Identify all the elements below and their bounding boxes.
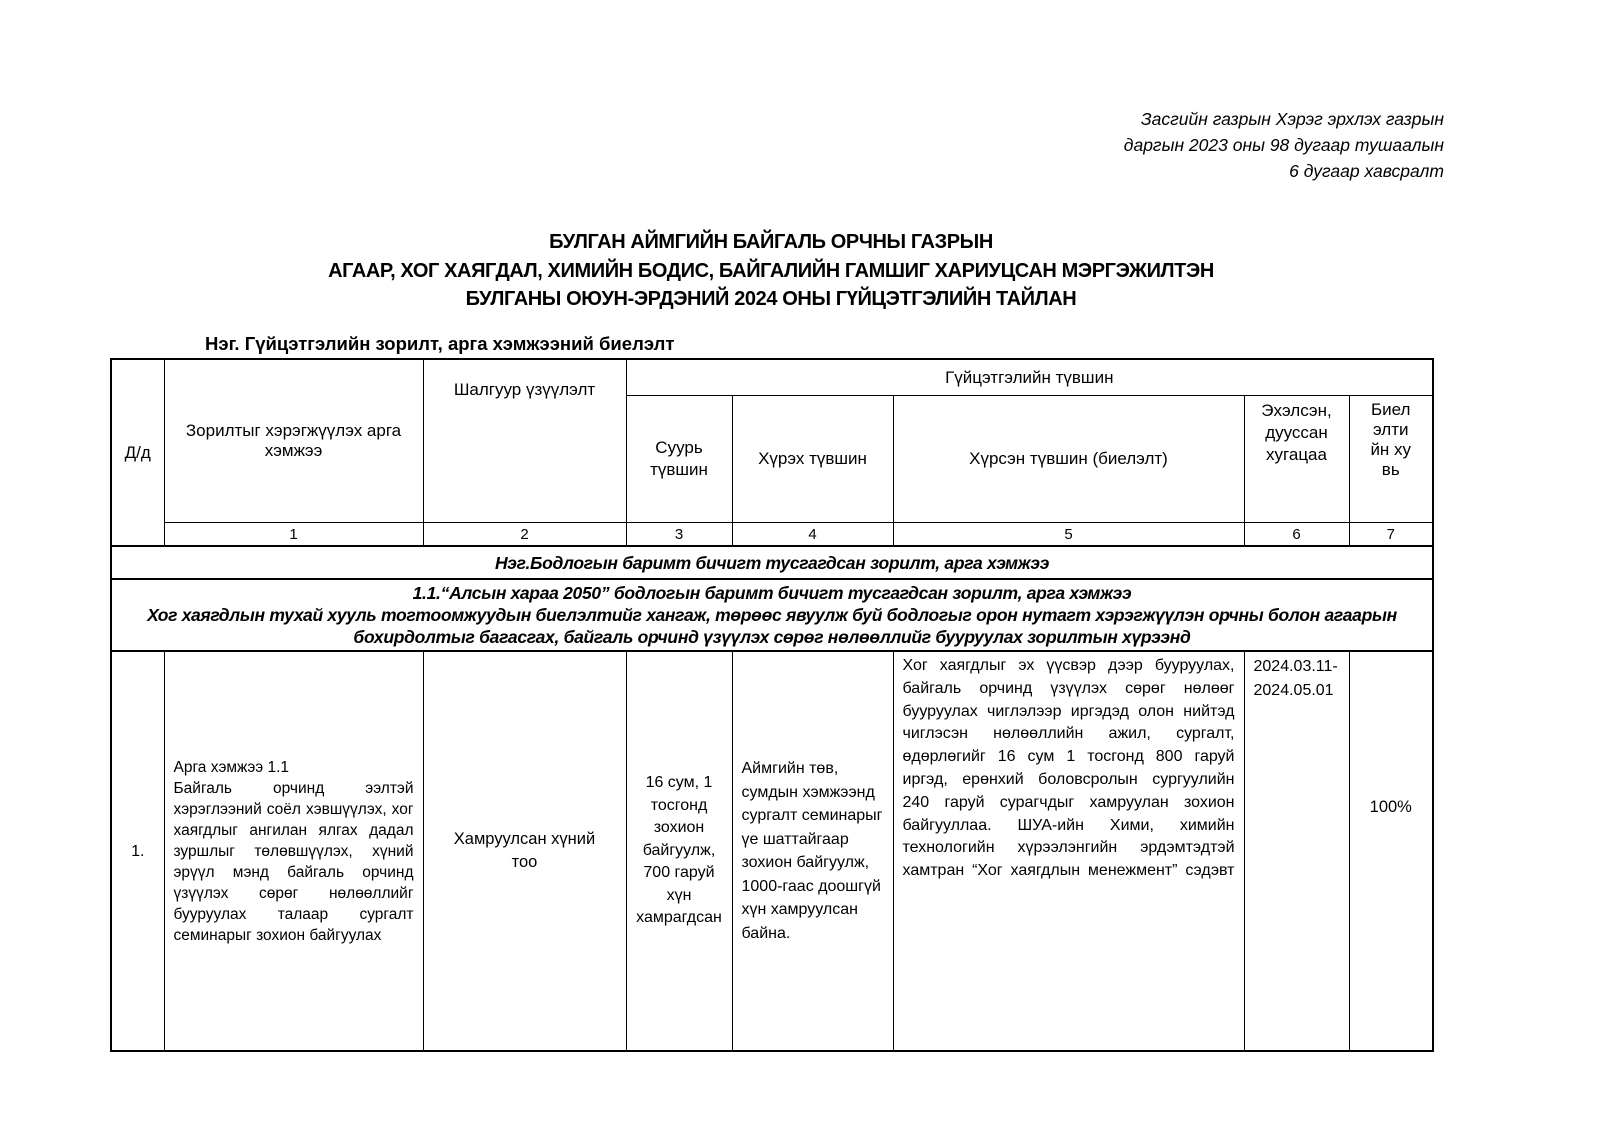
header-performance-group: Гүйцэтгэлийн түвшин [626,359,1433,396]
header-dd: Д/д [111,359,164,546]
document-title-line-3: БУЛГАНЫ ОЮУН-ЭРДЭНИЙ 2024 ОНЫ ГҮЙЦЭТГЭЛИЙН ТАЙЛАН [465,288,1077,310]
section-row-policy-text: Нэг.Бодлогын баримт бичигт тусгагдсан зорилт, арга хэмжээ [111,546,1433,579]
header-percent [1349,396,1433,523]
document-title-line-1: БУЛГАН АЙМГИЙН БАЙГАЛЬ ОРЧНЫ ГАЗРЫН [549,231,993,253]
column-number-6: 6 [1244,523,1349,547]
corner-note-line-1: Засгийн газрын Хэрэг эрхлэх газрын [1140,109,1444,129]
section-row-vision-line-2: Хог хаягдлын тухай хууль тогтоомжуудын биелэлтийг хангаж, төрөөс явуулж буй бодлогыг орон нутагт хэрэгжүүлэн орчны болон агаарын бохирдолтыг багасгах, байгаль орчинд үзүүлэх сөрөг нөлөөллийг бууруулах зорилтын хүрээнд [147,605,1397,647]
header-period: Эхэлсэн, дууссан хугацаа [1244,396,1349,523]
header-base-level: Суурь түвшин [626,396,732,523]
table-row [111,651,1433,1051]
column-number-2: 2 [423,523,626,547]
document-title-line-2: АГААР, ХОГ ХАЯГДАЛ, ХИМИЙН БОДИС, БАЙГАЛИЙН ГАМШИГ ХАРИУЦСАН МЭРГЭЖИЛТЭН [328,259,1214,282]
header-criteria: Шалгуур үзүүлэлт [423,359,626,523]
row-number-cell: 1. [111,651,164,1051]
criteria-text: Хамруулсан хүний тоо [453,830,596,871]
header-percent-label: Биелэлтийн хувь [1370,400,1412,479]
section-row-policy [111,546,1433,579]
corner-note [1124,106,1444,184]
section-row-vision-text [111,579,1433,651]
section-heading: Нэг. Гүйцэтгэлийн зорилт, арга хэмжээний биелэлт [205,333,675,354]
base-level-cell: 16 сум, 1 тосгонд зохион байгуулж, 700 гаруй хүн хамрагдсан [626,651,732,1051]
document-title [110,228,1432,314]
column-number-7: 7 [1349,523,1433,547]
measure-title: Арга хэмжээ 1.1 [173,758,290,776]
header-row-top [111,359,1433,396]
section-row-vision-line-1: 1.1.“Алсын хараа 2050” бодлогын баримт бичигт тусгагдсан зорилт, арга хэмжээ [412,583,1132,603]
corner-note-line-3: 6 дугаар хавсралт [1289,161,1444,181]
criteria-cell [423,651,626,1051]
column-number-3: 3 [626,523,732,547]
column-number-5: 5 [893,523,1244,547]
measure-cell [164,651,423,1051]
percent-cell: 100% [1349,651,1433,1051]
section-row-vision [111,579,1433,651]
achieved-level-cell: Хог хаягдлыг эх үүсвэр дээр бууруулах, байгаль орчинд үзүүлэх сөрөг нөлөөг бууруулах чиглэлээр иргэдэд олон нийтэд чиглэсэн нөлөөллийн ажил, сургалт, өдөрлөгийг 16 сум 1 тосгонд 800 гаруй иргэд, ерөнхий боловсролын сургуулийн 240 гаруй сурагчдыг хамруулан зохион байгууллаа. ШУА-ийн Хими, химийн технологийн хүрээлэнгийн эрдэмтэдтэй хамтран “Хог хаягдлын менежмент” сэдэвт [893,651,1244,1051]
header-achieved-level: Хүрсэн түвшин (биелэлт) [893,396,1244,523]
column-number-row [111,523,1433,547]
period-cell: 2024.03.11-2024.05.01 [1244,651,1349,1051]
target-level-cell: Аймгийн төв, сумдын хэмжээнд сургалт семинарыг үе шаттайгаар зохион байгуулж, 1000-гаас доошгүй хүн хамруулсан байна. [732,651,893,1051]
column-number-4: 4 [732,523,893,547]
header-measure: Зорилтыг хэрэгжүүлэх арга хэмжээ [164,359,423,523]
performance-table [110,358,1434,1052]
header-target-level: Хүрэх түвшин [732,396,893,523]
column-number-1: 1 [164,523,423,547]
corner-note-line-2: даргын 2023 оны 98 дугаар тушаалын [1123,135,1444,155]
measure-body: Байгаль орчинд ээлтэй хэрэглээний соёл хэвшүүлэх, хог хаягдлыг ангилан ялгах дадал зуршлыг төлөвшүүлэх, хүний эрүүл мэнд байгаль орчинд үзүүлэх сөрөг нөлөөллийг бууруулах талаар сургалт семинарыг зохион байгуулах [173,779,414,944]
